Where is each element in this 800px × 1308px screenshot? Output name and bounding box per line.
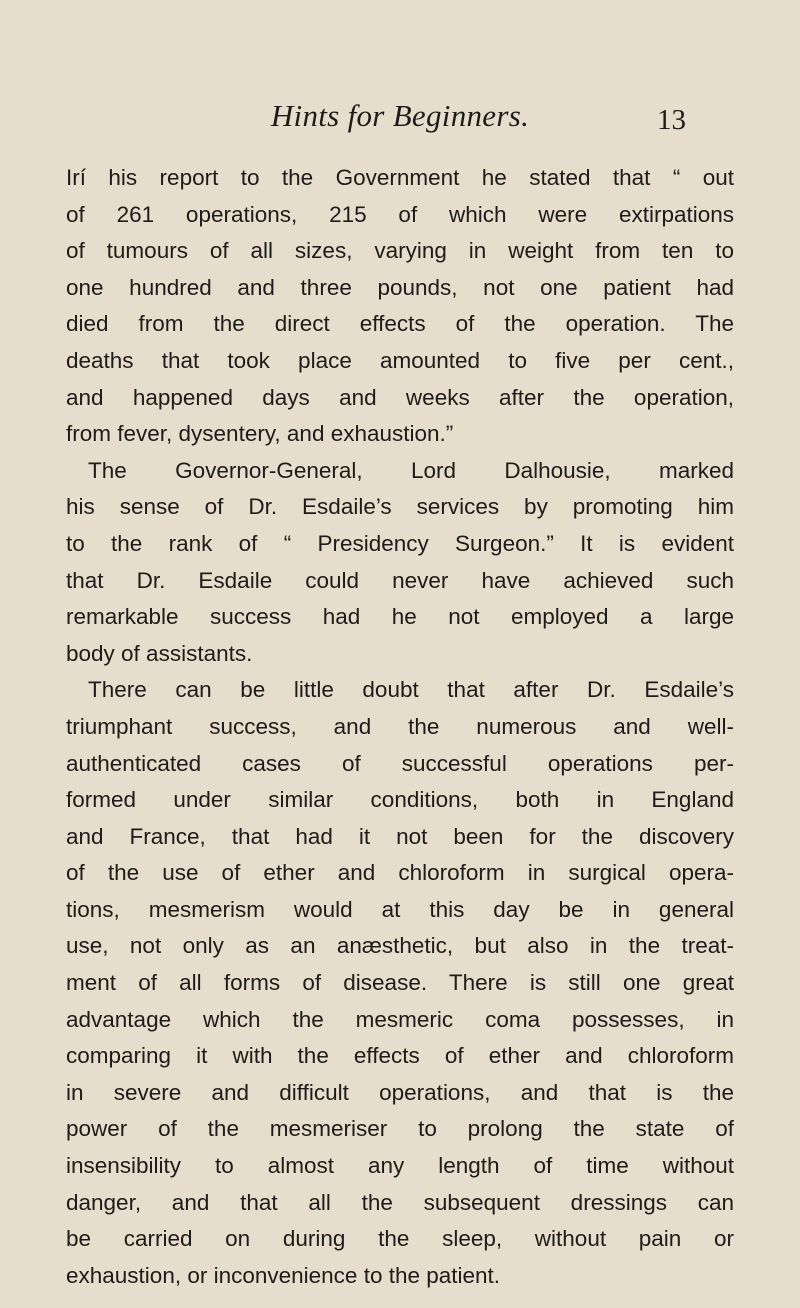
text-line: remarkable success had he not employed a large: [66, 604, 734, 630]
text-line: be carried on during the sleep, without pain or: [66, 1226, 734, 1252]
text-line: to the rank of “ Presidency Surgeon.” It is evident: [66, 530, 734, 556]
text-line: exhaustion, or inconvenience to the patient.: [66, 1262, 501, 1288]
text-line: ment of all forms of disease. There is still one great: [66, 970, 734, 996]
text-line: advantage which the mesmeric coma possesses, in: [66, 1006, 734, 1032]
text-line: died from the direct effects of the operation. The: [66, 311, 734, 337]
body-text: [66, 160, 734, 1294]
page-number: 13: [657, 104, 686, 136]
text-line: his sense of Dr. Esdaile’s services by promoting him: [66, 494, 734, 520]
text-line: in severe and difficult operations, and that is the: [66, 1079, 734, 1105]
text-line: deaths that took place amounted to five per cent.,: [66, 347, 734, 373]
text-line: and France, that had it not been for the discovery: [66, 823, 734, 849]
text-line: danger, and that all the subsequent dressings can: [66, 1189, 734, 1215]
text-line: insensibility to almost any length of time without: [66, 1153, 734, 1179]
text-line: power of the mesmeriser to prolong the state of: [66, 1116, 734, 1142]
text-line: of the use of ether and chloroform in surgical opera-: [66, 860, 734, 886]
text-line: Irí his report to the Government he stated that “ out: [66, 165, 734, 190]
text-line: body of assistants.: [66, 640, 253, 666]
text-line: of 261 operations, 215 of which were extirpations: [66, 201, 734, 227]
text-line: that Dr. Esdaile could never have achieved such: [66, 567, 734, 593]
text-line: triumphant success, and the numerous and well-: [66, 713, 734, 739]
text-line: use, not only as an anæsthetic, but also in the treat-: [66, 933, 734, 959]
text-line: of tumours of all sizes, varying in weight from ten to: [66, 238, 734, 264]
text-line: formed under similar conditions, both in England: [66, 787, 734, 813]
text-line: The Governor-General, Lord Dalhousie, marked: [88, 457, 734, 483]
running-title: Hints for Beginners.: [270, 98, 530, 133]
text-line: comparing it with the effects of ether and chloroform: [66, 1043, 734, 1069]
text-line: one hundred and three pounds, not one patient had: [66, 274, 734, 300]
text-line: and happened days and weeks after the operation,: [66, 384, 734, 410]
text-line: from fever, dysentery, and exhaustion.”: [66, 421, 454, 447]
text-line: authenticated cases of successful operations per-: [66, 750, 734, 776]
text-line: There can be little doubt that after Dr. Esdaile’s: [88, 677, 734, 703]
text-line: tions, mesmerism would at this day be in general: [66, 896, 734, 922]
